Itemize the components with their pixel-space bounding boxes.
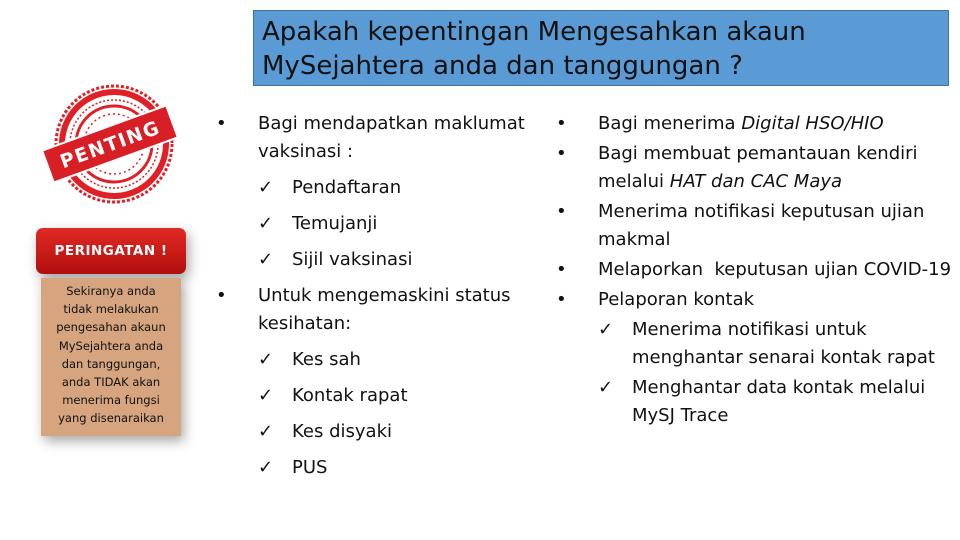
list-item [556, 140, 956, 196]
warning-line: pengesahan akaun [56, 320, 166, 335]
list-item [556, 110, 956, 138]
warning-card [36, 228, 190, 442]
checklist-item [216, 418, 546, 446]
list-item [216, 110, 546, 166]
warning-line: menerima fungsi [62, 393, 160, 408]
checklist-item-label: Pendaftaran [292, 177, 402, 198]
bullet-icon: • [556, 289, 567, 310]
stamp-label: PENTING [57, 116, 164, 174]
list-item [556, 198, 956, 254]
checklist-item-label: Kontak rapat [292, 385, 408, 406]
list-item-label: Bagi membuat pemantauan kendiri melalui [598, 143, 918, 192]
check-icon: ✓ [258, 421, 274, 442]
warning-header: PERINGATAN ! [36, 228, 186, 274]
warning-line: dan tanggungan, [61, 356, 161, 371]
checklist-item-label: Menerima notifikasi untuk menghantar senarai kontak rapat [632, 319, 935, 368]
checklist-item-label: Kes sah [292, 349, 361, 370]
checklist-item [556, 316, 956, 372]
warning-line: Sekiranya anda [66, 284, 156, 298]
warning-line: tidak melakukan [63, 302, 159, 317]
checklist-item [216, 210, 546, 238]
checklist-item [216, 246, 546, 274]
check-icon: ✓ [258, 213, 274, 234]
check-icon: ✓ [258, 177, 274, 198]
page-title: Apakah kepentingan Mengesahkan akaun MySejahtera anda dan tanggungan ? [253, 10, 949, 86]
list-item-label: Melaporkan keputusan ujian COVID-19 [598, 259, 952, 280]
warning-line: anda TIDAK akan [61, 375, 161, 390]
list-item-label: Menerima notifikasi keputusan ujian makmal [598, 201, 925, 250]
list-item-label: Bagi mendapatkan maklumat vaksinasi : [258, 113, 525, 162]
penting-stamp [42, 82, 182, 207]
checklist-item [556, 374, 956, 430]
check-icon: ✓ [258, 385, 274, 406]
check-icon: ✓ [598, 377, 614, 398]
list-item-label: Bagi menerima [598, 113, 742, 134]
checklist-item-label: Temujanji [292, 213, 378, 234]
checklist-item-label: PUS [292, 457, 328, 478]
check-icon: ✓ [258, 457, 274, 478]
warning-line: yang disenaraikan [58, 411, 164, 426]
checklist-item [216, 346, 546, 374]
bullet-icon: • [556, 259, 567, 280]
bullet-icon: • [216, 113, 227, 134]
list-item-label: Untuk mengemaskini status kesihatan: [258, 285, 511, 334]
bullet-icon: • [556, 113, 567, 134]
list-item [216, 282, 546, 338]
list-item-label: Pelaporan kontak [598, 289, 755, 310]
check-icon: ✓ [258, 249, 274, 270]
checklist-item [216, 174, 546, 202]
checklist-item-label: Menghantar data kontak melalui MySJ Trace [632, 377, 926, 426]
left-bullet-list [216, 110, 546, 482]
warning-body [41, 278, 181, 436]
bullet-icon: • [556, 143, 567, 164]
list-item [556, 256, 956, 284]
checklist-item-label: Sijil vaksinasi [292, 249, 413, 270]
list-item-emphasis: Digital HSO/HIO [741, 113, 884, 134]
check-icon: ✓ [258, 349, 274, 370]
checklist-item [216, 454, 546, 482]
right-bullet-list [556, 110, 956, 430]
list-item [556, 286, 956, 314]
checklist-item [216, 382, 546, 410]
warning-line: MySejahtera anda [58, 338, 164, 353]
checklist-item-label: Kes disyaki [292, 421, 392, 442]
bullet-icon: • [556, 201, 567, 222]
bullet-icon: • [216, 285, 227, 306]
list-item-emphasis: HAT dan CAC Maya [669, 171, 843, 192]
check-icon: ✓ [598, 319, 614, 340]
